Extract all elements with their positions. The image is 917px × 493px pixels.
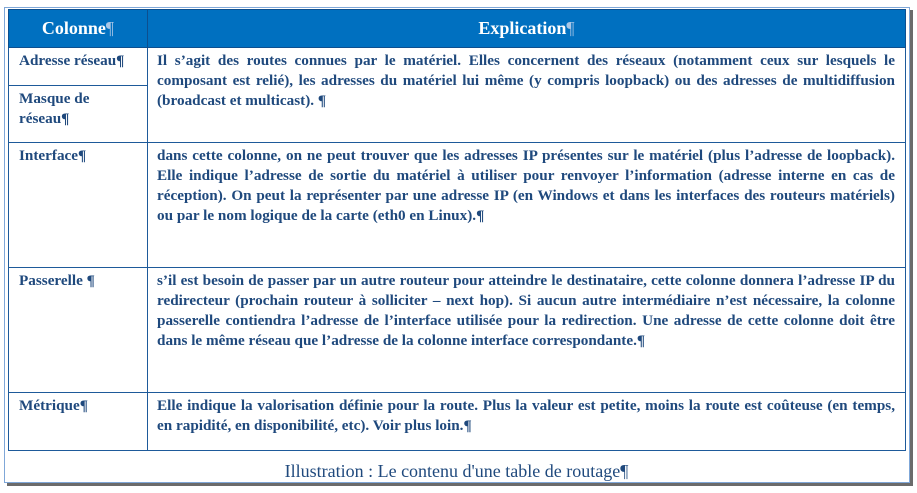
- table-caption: Illustration : Le contenu d'une table de routage¶: [284, 461, 629, 481]
- explanation-passerelle: s’il est besoin de passer par un autre routeur pour atteindre le destinataire, cette colonne donnera l’adresse IP du redirecteur (prochain routeur à solliciter – next hop). Si aucun autre intermédiaire n’est nécessaire, la colonne passerelle contiendra l’adresse de l’interface utilisée pour la redirection. Une adresse de cette colonne doit être dans le même réseau que l’adresse de la colonne interface correspondante.¶: [148, 268, 906, 393]
- pilcrow-mark: ¶: [105, 18, 115, 38]
- table-row: [9, 268, 906, 393]
- table-row: [9, 143, 906, 268]
- pilcrow-mark: ¶: [566, 18, 575, 38]
- header-colonne: Colonne¶: [9, 10, 148, 48]
- routing-table: [8, 9, 906, 451]
- term-masque-reseau: Masque de réseau¶: [9, 86, 148, 143]
- term-interface: Interface¶: [9, 143, 148, 268]
- frame-shadow-right: [910, 10, 913, 486]
- table-header-row: [9, 10, 906, 48]
- term-passerelle: Passerelle ¶: [9, 268, 148, 393]
- table-row: [9, 393, 906, 451]
- header-explication: Explication¶: [148, 10, 906, 48]
- term-metrique: Métrique¶: [9, 393, 148, 451]
- frame-shadow-bottom: [7, 483, 913, 486]
- explanation-interface: dans cette colonne, on ne peut trouver que les adresses IP présentes sur le matériel (plus l’adresse de loopback). Elle indique l’adresse de sortie du matériel à utiliser pour renvoyer l’information (adresse interne en cas de réception). On peut la représenter par une adresse IP (en Windows et dans les interfaces des routeurs matériels) ou par le nom logique de la carte (eth0 en Linux).¶: [148, 143, 906, 268]
- explanation-adresse-reseau: Il s’agit des routes connues par le matériel. Elles concernent des réseaux (notamment ceux sur lesquels le composant est relié), les adresses du matériel lui même (y compris loopback) ou des adresses de multidiffusion (broadcast et multicast). ¶: [148, 48, 906, 143]
- explanation-metrique: Elle indique la valorisation définie pour la route. Plus la valeur est petite, moins la route est coûteuse (en temps, en rapidité, en disponibilité, etc). Voir plus loin.¶: [148, 393, 906, 451]
- term-adresse-reseau: Adresse réseau¶: [9, 48, 148, 86]
- table-row: [9, 48, 906, 86]
